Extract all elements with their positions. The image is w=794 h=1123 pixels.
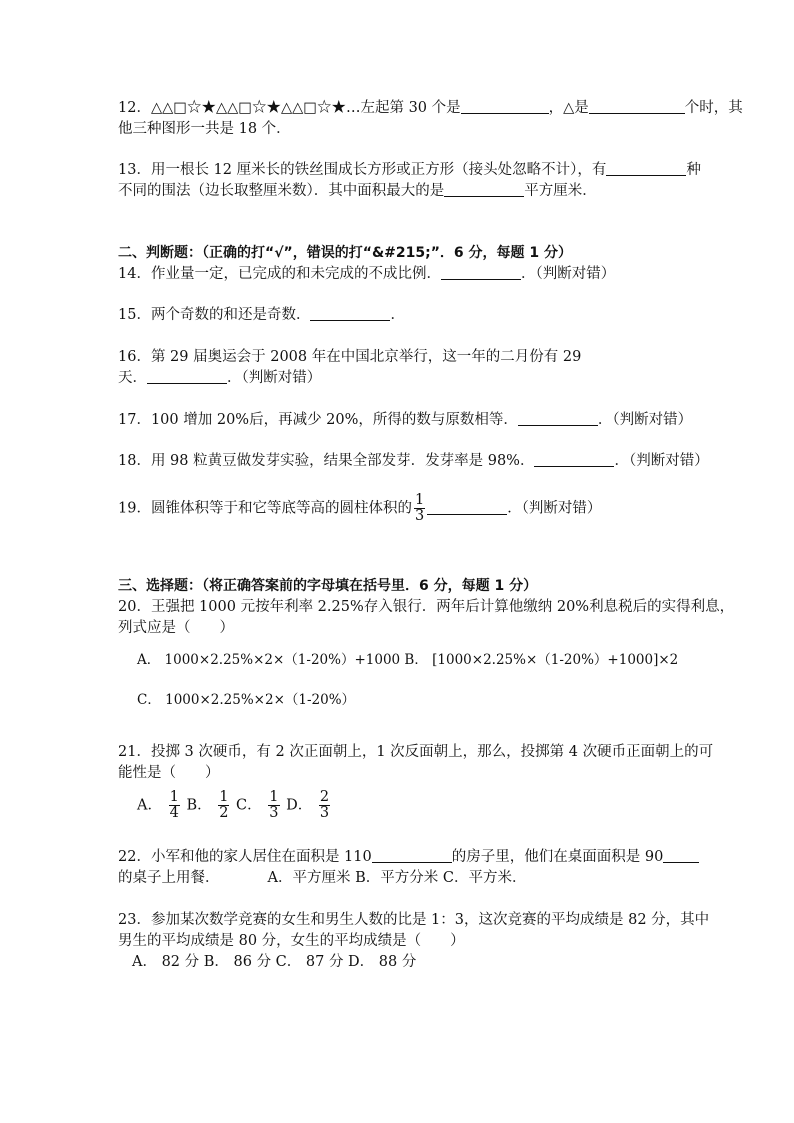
q23-line1: 23．参加某次数学竞赛的女生和男生人数的比是 1：3，这次竞赛的平均成绩是 82 分，其中 bbox=[118, 912, 710, 928]
answer-blank[interactable] bbox=[441, 265, 521, 280]
q12-line1: 12．△△□☆★△△□☆★△△□☆★…左起第 30 个是 ，△是 个时，其 bbox=[118, 100, 743, 116]
q20-line1: 20．王强把 1000 元按年利率 2.25%存入银行．两年后计算他缴纳 20%利息税后的实得利息， bbox=[118, 599, 735, 615]
q12-line2: 他三种图形一共是 18 个． bbox=[118, 121, 291, 137]
q18: 18．用 98 粒黄豆做发芽实验，结果全部发芽．发芽率是 98%． ．（判断对错） bbox=[118, 453, 709, 469]
answer-blank[interactable] bbox=[310, 306, 390, 321]
answer-blank[interactable] bbox=[427, 500, 507, 515]
option-a[interactable]: A． bbox=[137, 797, 162, 814]
q19: 19．圆锥体积等于和它等底等高的圆柱体积的 $\frac{1}{3}$ ．（判断对错） bbox=[118, 492, 602, 524]
q20-option-c[interactable]: C． 1000×2.25%×2×（1-20%） bbox=[137, 692, 356, 708]
q16-line1: 16．第 29 届奥运会于 2008 年在中国北京举行，这一年的二月份有 29 bbox=[118, 349, 582, 365]
q20-options-ab[interactable]: A． 1000×2.25%×2×（1-20%）+1000 B． [1000×2.25%×（1-20%）+1000]×2 bbox=[137, 652, 679, 668]
q21-line2: 能性是（ ） bbox=[118, 765, 220, 781]
option-c[interactable]: C． bbox=[236, 797, 262, 814]
answer-blank[interactable] bbox=[663, 848, 699, 863]
option-d[interactable]: D． bbox=[286, 797, 313, 814]
answer-blank[interactable] bbox=[147, 369, 227, 384]
option-b[interactable]: B． bbox=[186, 797, 212, 814]
fraction: $\frac{1}{3}$ bbox=[414, 492, 425, 524]
q12-text: 12．△△□☆★△△□☆★△△□☆★…左起第 30 个是 bbox=[118, 100, 461, 116]
section-heading-choice: 三、选择题：（将正确答案前的字母填在括号里．6 分，每题 1 分） bbox=[118, 578, 538, 594]
q13-line1: 13．用一根长 12 厘米长的铁丝围成长方形或正方形（接头处忽略不计），有 种 bbox=[118, 162, 701, 178]
fraction: $\frac{1}{2}$ bbox=[219, 789, 229, 821]
answer-blank[interactable] bbox=[444, 182, 524, 197]
q13-line2: 不同的围法（边长取整厘米数）．其中面积最大的是 平方厘米． bbox=[118, 183, 597, 199]
fraction: $\frac{2}{3}$ bbox=[319, 789, 330, 821]
q15: 15．两个奇数的和还是奇数． ． bbox=[118, 307, 405, 323]
answer-blank[interactable] bbox=[606, 161, 686, 176]
answer-blank[interactable] bbox=[518, 411, 598, 426]
q14: 14．作业量一定，已完成的和未完成的不成比例． ．（判断对错） bbox=[118, 266, 616, 282]
answer-blank[interactable] bbox=[461, 99, 549, 114]
q20-line2: 列式应是（ ） bbox=[118, 620, 234, 636]
q21-options bbox=[137, 790, 332, 821]
answer-blank[interactable] bbox=[534, 452, 614, 467]
q22-line1: 22．小军和他的家人居住在面积是 110 的房子里，他们在桌面面积是 90 bbox=[118, 847, 699, 867]
q22-line2: 的桌子上用餐． A．平方厘米 B．平方分米 C．平方米． bbox=[118, 870, 527, 886]
fraction: $\frac{1}{3}$ bbox=[269, 789, 279, 821]
q16-line2: 天． ．（判断对错） bbox=[118, 370, 322, 386]
q21-line1: 21．投掷 3 次硬币，有 2 次正面朝上，1 次反面朝上，那么，投掷第 4 次硬币正面朝上的可 bbox=[118, 744, 714, 760]
answer-blank[interactable] bbox=[372, 848, 452, 863]
q22-options[interactable]: A．平方厘米 B．平方分米 C．平方米． bbox=[267, 870, 527, 886]
answer-blank[interactable] bbox=[589, 99, 685, 114]
q23-options[interactable]: A． 82 分 B． 86 分 C． 87 分 D． 88 分 bbox=[132, 954, 417, 970]
section-heading-judgement: 二、判断题：（正确的打“√”，错误的打“&#215;”．6 分，每题 1 分） bbox=[118, 245, 573, 261]
fraction: $\frac{1}{4}$ bbox=[169, 789, 179, 821]
q17: 17．100 增加 20%后，再减少 20%，所得的数与原数相等． ．（判断对错） bbox=[118, 412, 693, 428]
q23-line2: 男生的平均成绩是 80 分，女生的平均成绩是（ ） bbox=[118, 933, 465, 949]
